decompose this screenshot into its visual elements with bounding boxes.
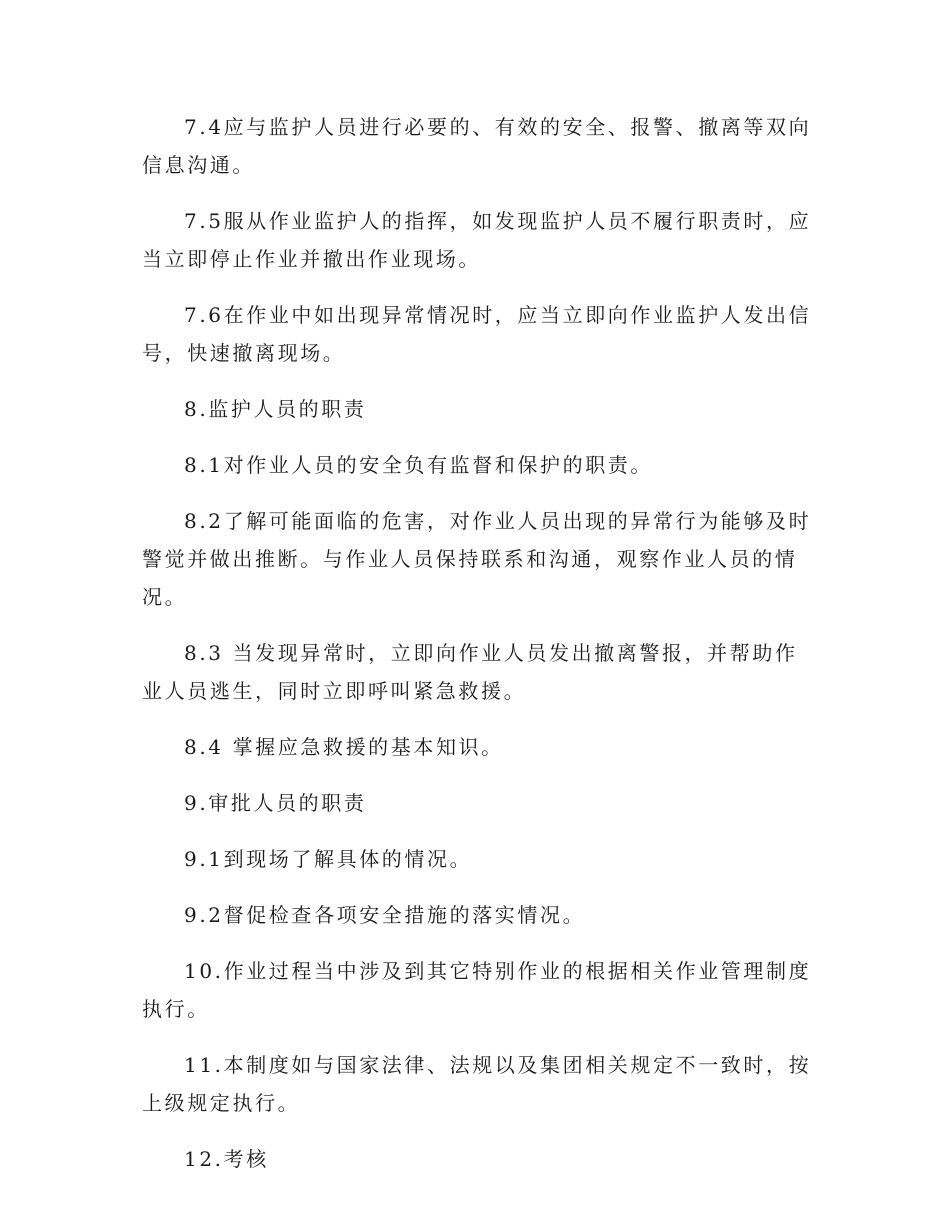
paragraph-8-2: 8.2了解可能面临的危害，对作业人员出现的异常行为能够及时警觉并做出推断。与作业人员保持联系和沟通，观察作业人员的情况。 (142, 509, 812, 609)
paragraph-9-2: 9.2督促检查各项安全措施的落实情况。 (184, 903, 586, 927)
paragraph-9-1: 9.1到现场了解具体的情况。 (184, 847, 473, 871)
paragraph-8-4: 8.4 掌握应急救援的基本知识。 (184, 735, 504, 759)
document-body (142, 108, 812, 1196)
paragraph-8-1: 8.1对作业人员的安全负有监督和保护的职责。 (184, 453, 654, 477)
paragraph-7-4: 7.4应与监护人员进行必要的、有效的安全、报警、撤离等双向信息沟通。 (142, 115, 812, 177)
paragraph-7-5: 7.5服从作业监护人的指挥，如发现监护人员不履行职责时，应当立即停止作业并撤出作业现场。 (142, 209, 812, 271)
paragraph-11: 11.本制度如与国家法律、法规以及集团相关规定不一致时，按上级规定执行。 (142, 1053, 812, 1115)
paragraph-10: 10.作业过程当中涉及到其它特别作业的根据相关作业管理制度执行。 (142, 959, 812, 1021)
section-heading-12: 12.考核 (184, 1147, 269, 1171)
section-heading-9: 9.审批人员的职责 (184, 791, 367, 815)
paragraph-7-6: 7.6在作业中如出现异常情况时，应当立即向作业监护人发出信号，快速撤离现场。 (142, 303, 812, 365)
section-heading-8: 8.监护人员的职责 (184, 397, 367, 421)
paragraph-8-3: 8.3 当发现异常时，立即向作业人员发出撤离警报，并帮助作业人员逃生，同时立即呼叫紧急救援。 (142, 641, 798, 703)
